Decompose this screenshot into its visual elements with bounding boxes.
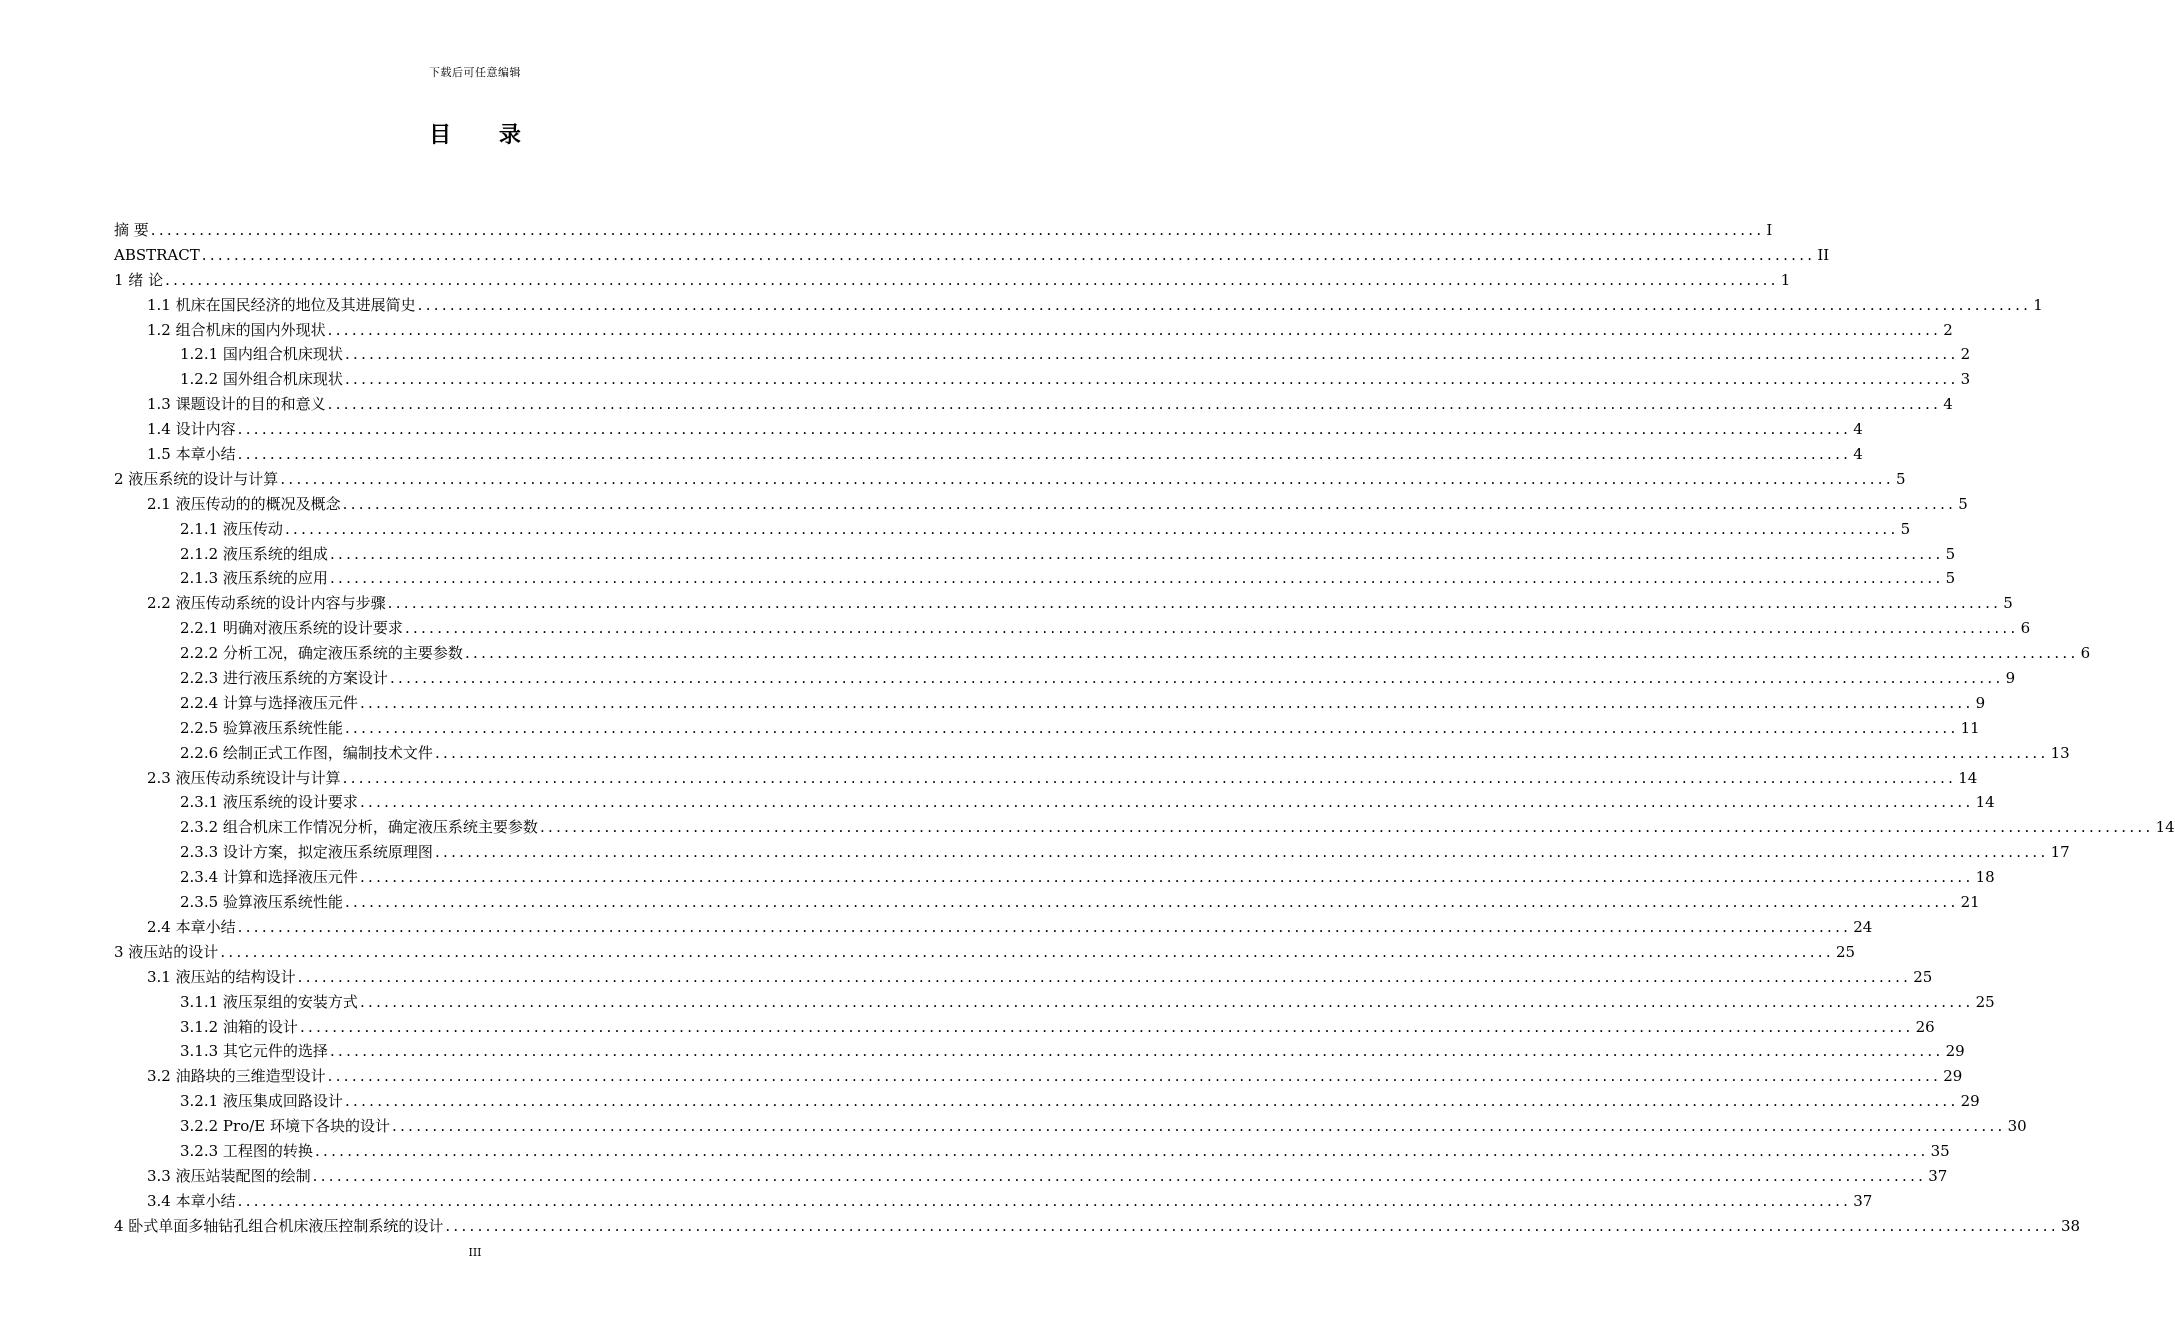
toc-entry-page: 2 xyxy=(1943,320,1953,339)
toc-entry-page: 13 xyxy=(2050,743,2070,762)
toc-leader-dots: ........................................................................................................................................................................................................ xyxy=(389,669,2004,688)
toc-entry[interactable] xyxy=(114,666,2016,691)
toc-leader-dots: ........................................................................................................................................................................................................ xyxy=(312,1166,1927,1185)
toc-leader-dots: ........................................................................................................................................................................................................ xyxy=(344,893,1959,912)
toc-entry-page: 6 xyxy=(2080,644,2091,663)
toc-entry-page: 29 xyxy=(1943,1067,1963,1086)
toc-entry-page: 11 xyxy=(1960,718,1980,737)
toc-entry-page: 25 xyxy=(1913,967,1933,986)
toc-entry-title: 1.2.2 国外组合机床现状 xyxy=(180,370,343,389)
toc-leader-dots: ........................................................................................................................................................................................................ xyxy=(404,619,2019,638)
toc-leader-dots: ........................................................................................................................................................................................................ xyxy=(237,445,1852,464)
toc-entry-page: 1 xyxy=(2033,295,2043,314)
toc-leader-dots: ........................................................................................................................................................................................................ xyxy=(280,469,1894,488)
toc-entry[interactable] xyxy=(114,1189,1873,1214)
toc-leader-dots: ........................................................................................................................................................................................................ xyxy=(327,320,1942,339)
toc-entry-title: 2.2 液压传动系统的设计内容与步骤 xyxy=(147,594,386,613)
toc-leader-dots: ........................................................................................................................................................................................................ xyxy=(434,743,2049,762)
toc-entry-title: 3 液压站的设计 xyxy=(114,942,219,961)
toc-entry-page: I xyxy=(1766,221,1773,239)
toc-leader-dots: ........................................................................................................................................................................................................ xyxy=(327,395,1942,414)
toc-entry-title: 4 卧式单面多轴钻孔组合机床液压控制系统的设计 xyxy=(114,1216,444,1235)
toc-leader-dots: ........................................................................................................................................................................................................ xyxy=(344,1092,1959,1111)
toc-entry-title: 3.2.1 液压集成回路设计 xyxy=(180,1092,343,1111)
toc-entry[interactable] xyxy=(114,367,1971,392)
toc-leader-dots: ........................................................................................................................................................................................................ xyxy=(297,967,1912,986)
toc-entry-title: 3.2 油路块的三维造型设计 xyxy=(147,1067,326,1086)
toc-entry-title: 3.4 本章小结 xyxy=(147,1191,236,1210)
toc-entry[interactable] xyxy=(114,342,1971,367)
toc-entry[interactable] xyxy=(114,1039,1965,1064)
toc-entry-title: 2.2.1 明确对液压系统的设计要求 xyxy=(180,619,403,638)
toc-entry[interactable] xyxy=(114,566,1956,591)
toc-entry[interactable] xyxy=(114,293,2043,318)
toc-entry-title: 2.4 本章小结 xyxy=(147,917,236,936)
toc-leader-dots: ........................................................................................................................................................................................................ xyxy=(342,768,1957,787)
toc-leader-dots: ........................................................................................................................................................................................................ xyxy=(329,1042,1944,1061)
toc-entry[interactable] xyxy=(114,815,2175,840)
toc-leader-dots: ........................................................................................................................................................................................................ xyxy=(359,793,1974,812)
toc-entry-page: 14 xyxy=(1975,793,1995,812)
toc-entry[interactable] xyxy=(114,1064,1963,1089)
toc-leader-dots: ........................................................................................................................................................................................................ xyxy=(284,519,1899,538)
toc-entry-title: 2.2.6 绘制正式工作图，编制技术文件 xyxy=(180,743,433,762)
page-title: 目 录 xyxy=(429,122,541,148)
toc-entry-title: 3.1 液压站的结构设计 xyxy=(147,967,296,986)
toc-leader-dots: ........................................................................................................................................................................................................ xyxy=(392,1117,2006,1136)
toc-leader-dots: ........................................................................................................................................................................................................ xyxy=(464,644,2079,663)
toc-entry-page: 35 xyxy=(1930,1141,1950,1160)
toc-entry[interactable] xyxy=(114,965,1933,990)
toc-entry-page: 30 xyxy=(2007,1117,2027,1136)
toc-entry-page: 6 xyxy=(2020,619,2031,638)
toc-leader-dots: ........................................................................................................................................................................................................ xyxy=(359,693,1974,712)
toc-entry-title: 2.3.1 液压系统的设计要求 xyxy=(180,793,358,812)
toc-leader-dots: ........................................................................................................................................................................................................ xyxy=(344,370,1959,389)
toc-entry-title: 2.2.2 分析工况，确定液压系统的主要参数 xyxy=(180,644,463,663)
toc-entry-page: 14 xyxy=(2155,818,2175,837)
toc-entry-title: 2.3 液压传动系统设计与计算 xyxy=(147,768,341,787)
toc-entry[interactable] xyxy=(114,1214,2081,1239)
toc-leader-dots: ........................................................................................................................................................................................................ xyxy=(387,594,2002,613)
toc-entry-title: 1.2.1 国内组合机床现状 xyxy=(180,345,343,364)
toc-leader-dots: ........................................................................................................................................................................................................ xyxy=(329,569,1944,588)
toc-entry[interactable] xyxy=(114,741,2070,766)
toc-entry-title: 1.2 组合机床的国内外现状 xyxy=(147,320,326,339)
toc-entry[interactable] xyxy=(114,542,1956,567)
toc-leader-dots: ........................................................................................................................................................................................................ xyxy=(201,245,1816,264)
toc-entry[interactable] xyxy=(114,915,1873,940)
toc-entry-page: II xyxy=(1817,245,1830,264)
toc-entry[interactable] xyxy=(114,268,1791,293)
toc-entry-title: 2.2.4 计算与选择液压元件 xyxy=(180,693,358,712)
toc-entry-title: 3.2.3 工程图的转换 xyxy=(180,1141,313,1160)
toc-entry-page: 18 xyxy=(1975,868,1995,887)
toc-entry-title: 2.2.5 验算液压系统性能 xyxy=(180,718,343,737)
toc-entry-page: 5 xyxy=(1895,469,1906,488)
toc-entry-page: 5 xyxy=(1945,569,1956,588)
toc-entry-page: 37 xyxy=(1853,1191,1873,1210)
toc-leader-dots: ........................................................................................................................................................................................................ xyxy=(299,1017,1914,1036)
toc-entry-page: 24 xyxy=(1853,917,1873,936)
toc-entry-title: 2.1.2 液压系统的组成 xyxy=(180,544,328,563)
toc-entry-page: 17 xyxy=(2050,843,2070,862)
toc-entry-page: 9 xyxy=(1975,693,1986,712)
toc-entry[interactable] xyxy=(114,442,1863,467)
toc-entry-title: 2.3.5 验算液压系统性能 xyxy=(180,893,343,912)
toc-leader-dots: ........................................................................................................................................................................................................ xyxy=(329,544,1944,563)
toc-entry-page: 38 xyxy=(2060,1216,2081,1235)
toc-entry-title: 2.3.3 设计方案，拟定液压系统原理图 xyxy=(180,843,433,862)
toc-entry-page: 37 xyxy=(1928,1166,1948,1185)
toc-entry-page: 5 xyxy=(1958,494,1968,513)
toc-entry-title: 1.4 设计内容 xyxy=(147,420,236,439)
toc-entry-title: 3.1.2 油箱的设计 xyxy=(180,1017,298,1036)
toc-entry[interactable] xyxy=(114,616,2031,641)
toc-entry[interactable] xyxy=(114,517,1911,542)
toc-entry-title: 3.2.2 Pro/E 环境下各块的设计 xyxy=(180,1117,391,1136)
toc-entry[interactable] xyxy=(114,492,1968,517)
toc-entry-page: 25 xyxy=(1835,942,1856,961)
toc-entry-title: 摘 要 xyxy=(114,221,149,239)
toc-entry[interactable] xyxy=(114,840,2070,865)
toc-entry[interactable] xyxy=(114,641,2091,666)
toc-entry-page: 9 xyxy=(2005,669,2016,688)
toc-entry-page: 25 xyxy=(1975,992,1995,1011)
toc-entry[interactable] xyxy=(114,318,1953,343)
toc-entry-title: 2.1.1 液压传动 xyxy=(180,519,283,538)
toc-entry[interactable] xyxy=(114,467,1906,492)
toc-entry-page: 4 xyxy=(1853,420,1863,439)
toc-entry-title: 1 绪 论 xyxy=(114,270,164,289)
toc-entry-title: 2 液压系统的设计与计算 xyxy=(114,469,279,488)
toc-entry-title: 1.5 本章小结 xyxy=(147,445,236,464)
toc-entry-page: 14 xyxy=(1958,768,1978,787)
toc-leader-dots: ........................................................................................................................................................................................................ xyxy=(237,1191,1852,1210)
toc-entry-title: 3.3 液压站装配图的绘制 xyxy=(147,1166,311,1185)
toc-entry-title: 1.3 课题设计的目的和意义 xyxy=(147,395,326,414)
toc-entry[interactable] xyxy=(114,890,1980,915)
toc-entry[interactable] xyxy=(114,1164,1948,1189)
toc-leader-dots: ........................................................................................................................................................................................................ xyxy=(165,270,1779,289)
toc-leader-dots: ........................................................................................................................................................................................................ xyxy=(417,295,2032,314)
toc-entry-page: 1 xyxy=(1780,270,1791,289)
toc-entry[interactable] xyxy=(114,716,1980,741)
toc-entry-title: 3.1.3 其它元件的选择 xyxy=(180,1042,328,1061)
toc-leader-dots: ........................................................................................................................................................................................................ xyxy=(237,917,1852,936)
toc-entry-page: 29 xyxy=(1945,1042,1965,1061)
toc-entry[interactable] xyxy=(114,591,2013,616)
toc-entry[interactable] xyxy=(114,990,1995,1015)
toc-entry-title: 2.2.3 进行液压系统的方案设计 xyxy=(180,669,388,688)
toc-entry-page: 5 xyxy=(2003,594,2013,613)
toc-entry[interactable] xyxy=(114,1139,1950,1164)
toc-entry-title: 2.3.4 计算和选择液压元件 xyxy=(180,868,358,887)
toc-leader-dots: ........................................................................................................................................................................................................ xyxy=(150,221,1765,239)
toc-entry-page: 2 xyxy=(1960,345,1971,364)
toc-leader-dots: ........................................................................................................................................................................................................ xyxy=(359,992,1974,1011)
toc-entry-title: 2.3.2 组合机床工作情况分析，确定液压系统主要参数 xyxy=(180,818,538,837)
toc-leader-dots: ........................................................................................................................................................................................................ xyxy=(237,420,1852,439)
toc-leader-dots: ........................................................................................................................................................................................................ xyxy=(344,345,1959,364)
toc-entry[interactable] xyxy=(114,1015,1935,1040)
toc-entry-page: 5 xyxy=(1945,544,1956,563)
toc-entry-title: 2.1 液压传动的的概况及概念 xyxy=(147,494,341,513)
toc-leader-dots: ........................................................................................................................................................................................................ xyxy=(434,843,2049,862)
toc-entry[interactable] xyxy=(114,392,1953,417)
toc-entry[interactable] xyxy=(114,1089,1980,1114)
toc-leader-dots: ........................................................................................................................................................................................................ xyxy=(220,942,1834,961)
toc-entry[interactable] xyxy=(114,1114,2027,1139)
header-note: 下载后可任意编辑 xyxy=(429,66,521,79)
toc-entry[interactable] xyxy=(114,766,1978,791)
toc-entry-page: 5 xyxy=(1900,519,1911,538)
toc-leader-dots: ........................................................................................................................................................................................................ xyxy=(327,1067,1942,1086)
toc-entry-title: ABSTRACT xyxy=(114,245,200,264)
toc-leader-dots: ........................................................................................................................................................................................................ xyxy=(359,868,1974,887)
toc-entry[interactable] xyxy=(114,790,1995,815)
toc-entry[interactable] xyxy=(114,243,1830,268)
toc-leader-dots: ........................................................................................................................................................................................................ xyxy=(344,718,1959,737)
toc-leader-dots: ........................................................................................................................................................................................................ xyxy=(314,1141,1929,1160)
toc-leader-dots: ........................................................................................................................................................................................................ xyxy=(342,494,1957,513)
toc-entry[interactable] xyxy=(114,865,1995,890)
toc-entry-title: 3.1.1 液压泵组的安装方式 xyxy=(180,992,358,1011)
toc-leader-dots: ........................................................................................................................................................................................................ xyxy=(539,818,2154,837)
toc-entry-page: 26 xyxy=(1915,1017,1935,1036)
toc-entry-page: 21 xyxy=(1960,893,1980,912)
toc-entry-page: 4 xyxy=(1943,395,1953,414)
toc-entry[interactable] xyxy=(114,691,1986,716)
toc-entry[interactable] xyxy=(114,417,1863,442)
toc-entry[interactable] xyxy=(114,940,1856,965)
toc-entry-title: 1.1 机床在国民经济的地位及其进展简史 xyxy=(147,295,416,314)
page-number: III xyxy=(468,1246,482,1259)
toc-entry-page: 29 xyxy=(1960,1092,1980,1111)
toc-entry-page: 3 xyxy=(1960,370,1971,389)
toc-leader-dots: ........................................................................................................................................................................................................ xyxy=(445,1216,2059,1235)
table-of-contents xyxy=(114,218,2175,1239)
toc-entry-page: 4 xyxy=(1853,445,1863,464)
toc-entry[interactable] xyxy=(114,218,1773,243)
toc-entry-title: 2.1.3 液压系统的应用 xyxy=(180,569,328,588)
